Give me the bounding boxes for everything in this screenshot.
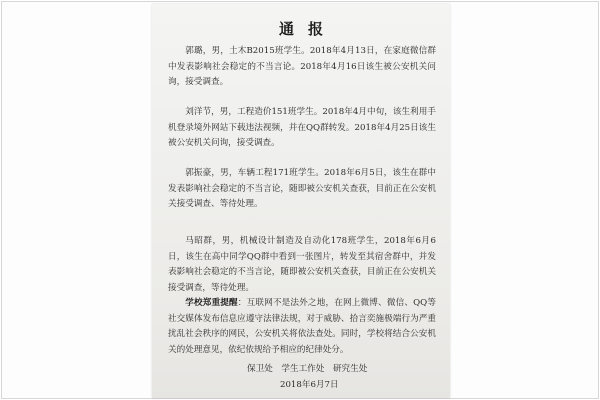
reminder-label: 学校郑重提醒 (185, 298, 238, 308)
notice-document (152, 4, 450, 398)
notice-paragraph-2: 刘洋节，男，工程造价151班学生。2018年4月中旬，该生利用手机登录境外网站下载违法视频，并在QQ群转发。2018年4月25日该生被公安机关问询，接受调查。 (168, 107, 436, 148)
issue-date: 2018年6月7日 (280, 380, 339, 390)
notice-title: 通报 (278, 20, 337, 38)
notice-paragraph-4: 马昭群，男，机械设计制造及自动化178班学生，2018年6月6日，该生在高中同学QQ群中看到一张图片，转发至其宿舍群中，并发表影响社会稳定的不当言论，随即被公安机关查获，目前正在公安机关接受调查，等待处理。 (168, 236, 436, 293)
reminder-text: ：互联网不是法外之地，在网上微博、微信、QQ等社交媒体发布信息应遵守法律法规，对于威胁、拾言奕施极端行为严重扰乱社会秩序的网民，公安机关将依法查处。同时，学校将结合公安机关的处理意见，依纪依规给予相应的纪律处分。 (168, 298, 436, 355)
school-reminder (168, 296, 436, 358)
notice-paragraph-3: 郭振豪，男，车辆工程171班学生。2018年6月5日，该生在群中发表影响社会稳定的不当言论，随即被公安机关查获，目前正在公安机关接受调查、等待处理。 (168, 168, 436, 209)
issuing-departments: 保卫处 学生工作处 研究生处 (247, 364, 368, 374)
notice-paragraph-1: 郭璐，男，土木B2015班学生。2018年4月13日，在家庭微信群中发表影响社会稳定的不当言论。2018年4月16日该生被公安机关问询，接受调查。 (168, 46, 436, 87)
